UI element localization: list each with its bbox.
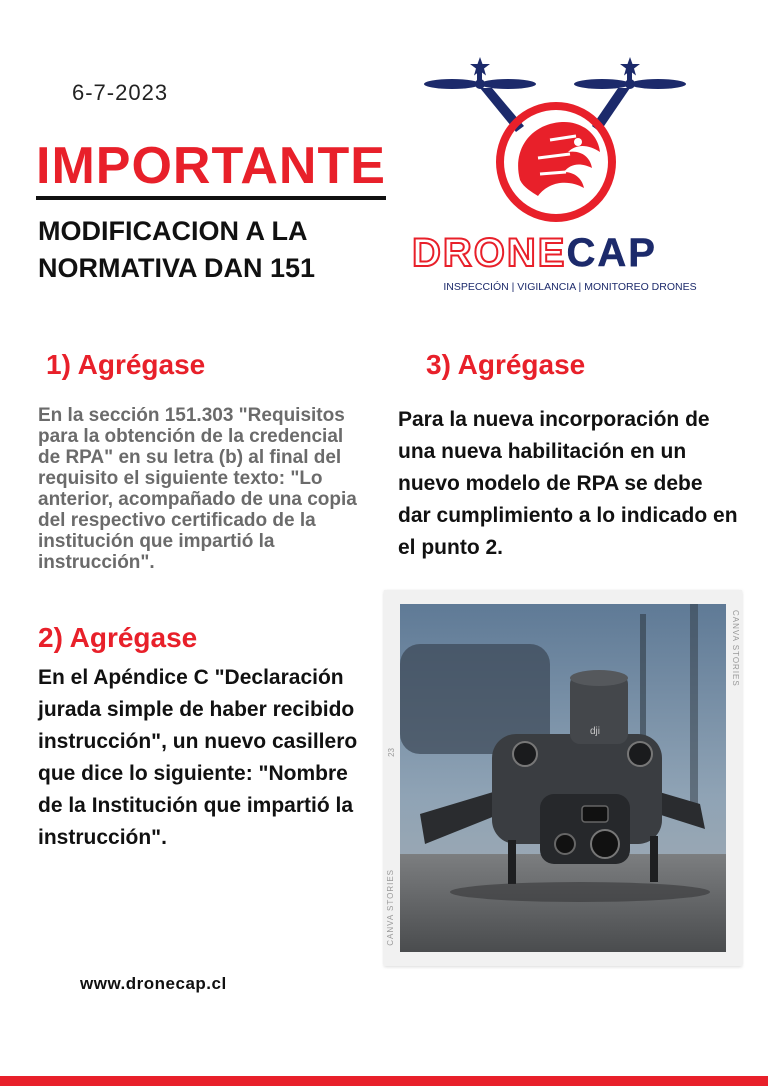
frame-number: 23 (387, 748, 396, 757)
section-1-body: En la sección 151.303 "Requisitos para la obtención de la credencial de RPA" en su letra (b) al final del requisito el siguiente texto: "Lo anterior, acompañado de una copia del respectivo certificado de la institución que impartió la instrucción". (38, 405, 357, 573)
page-title: IMPORTANTE (36, 140, 386, 200)
brand-tagline: INSPECCIÓN | VIGILANCIA | MONITOREO DRONES (443, 281, 697, 293)
frame-text-left: CANVA STORIES (386, 869, 395, 946)
document-date: 6-7-2023 (72, 80, 169, 105)
website-link[interactable]: www.dronecap.cl (80, 974, 227, 993)
section-2-heading: 2) Agrégase (38, 622, 198, 653)
photo-frame (384, 590, 742, 966)
frame-text-right: CANVA STORIES (731, 610, 740, 687)
section-1-heading: 1) Agrégase (46, 349, 206, 380)
drone-photo (400, 604, 726, 952)
brand-text-drone: DRONE (412, 231, 567, 275)
page-subtitle: MODIFICACION A LA NORMATIVA DAN 151 (38, 216, 316, 283)
section-3-body: Para la nueva incorporación de una nueva habilitación en un nuevo modelo de RPA se debe dar cumplimiento a lo indicado en el punto 2. (398, 408, 738, 559)
dronecap-logo (400, 40, 740, 320)
section-2-body: En el Apéndice C "Declaración jurada simple de haber recibido instrucción", un nuevo casillero que dice lo siguiente: "Nombre de la Institución que impartió la instrucción". (38, 666, 358, 849)
brand-text-cap: CAP (566, 231, 657, 275)
eagle-emblem-icon (500, 106, 612, 218)
bottom-accent-bar (0, 1076, 768, 1086)
drone-brand-mark: dji (590, 726, 601, 737)
svg-text:DRONECAP (412, 231, 657, 275)
section-3-heading: 3) Agrégase (426, 349, 586, 380)
